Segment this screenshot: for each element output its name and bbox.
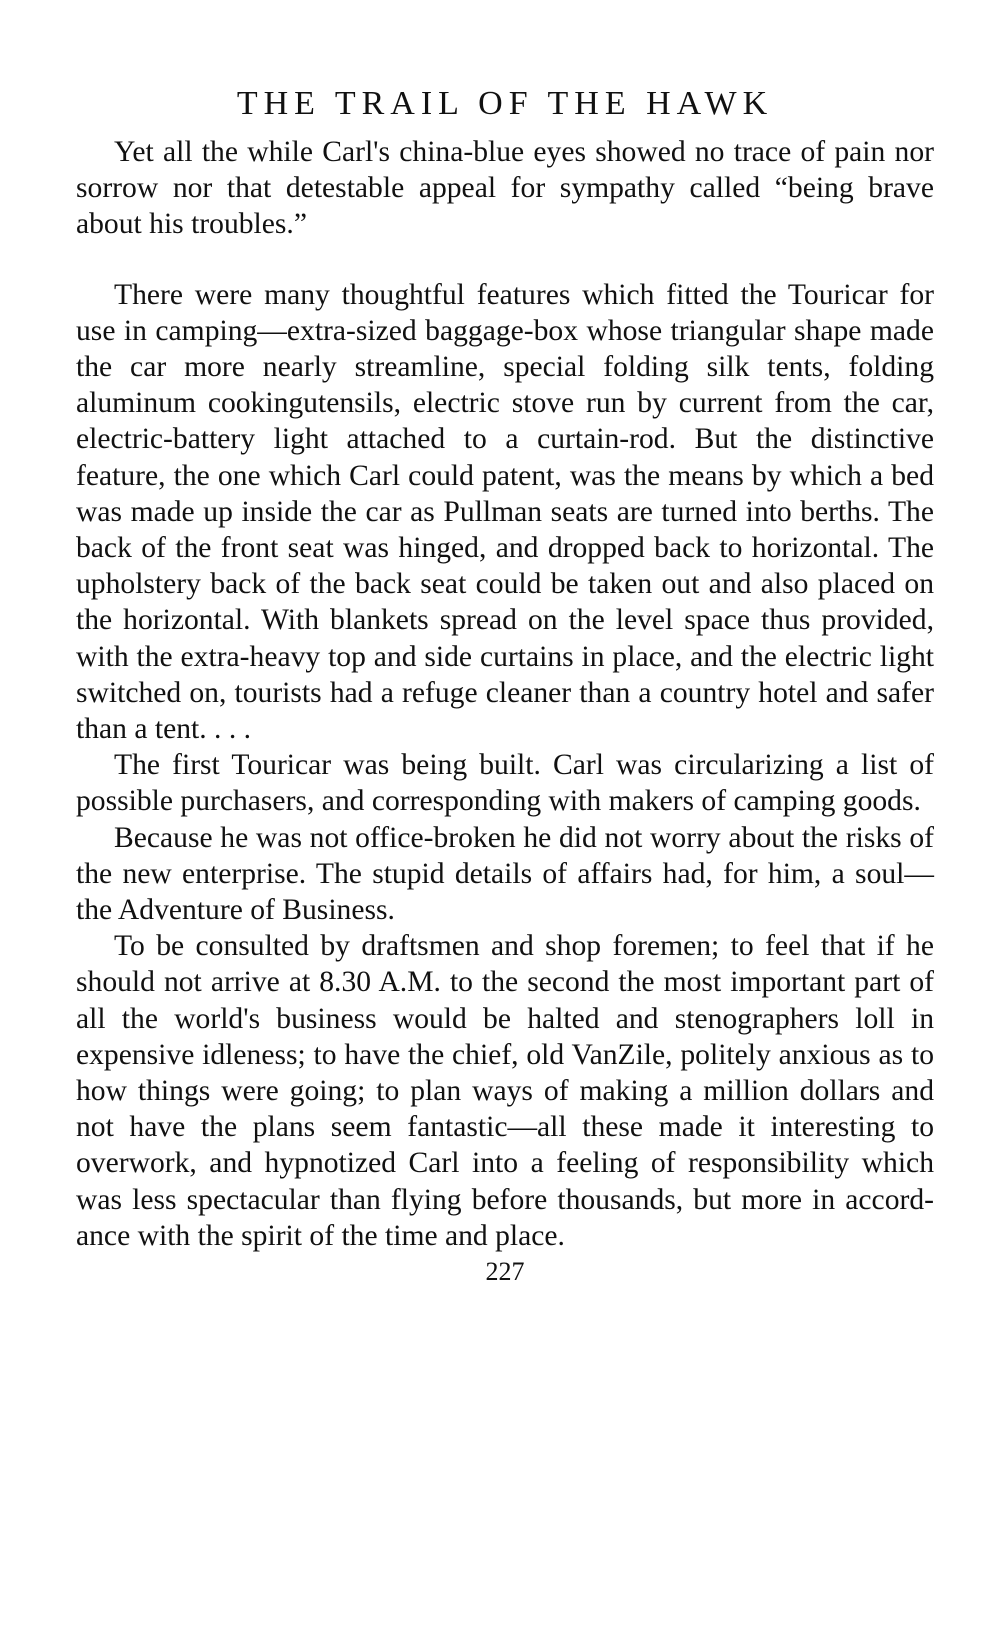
paragraph-3: The first Touricar was being built. Carl was circularizing a list of possible purchasers, and corresponding with makers of camping goods. xyxy=(76,749,934,818)
paragraph-4: Because he was not office-broken he did not worry about the risks of the new enterprise. The stupid details of affairs had, for him, a soul—the Adventure of Business. xyxy=(76,821,934,927)
page-number: 227 xyxy=(485,1257,525,1287)
book-page xyxy=(76,82,934,1288)
paragraph-1: Yet all the while Carl's china-blue eyes showed no trace of pain nor sorrow nor that detestable appeal for sympathy called “being brave about his troubles.” xyxy=(76,136,934,241)
section-break xyxy=(76,243,934,277)
running-head: THE TRAIL OF THE HAWK xyxy=(236,85,774,122)
paragraph-5: To be consulted by draftsmen and shop foremen; to feel that if he should not arrive at 8.30 A.M. to the second the most important part of all the world's business would be halted and stenographers loll in expensive idleness; to have the chief, old VanZile, politely anxious as to how things were going; to plan ways of making a million dollars and not have the plans seem fantastic—all these made it interesting to overwork, and hypnotized Carl into a feeling of responsibility which was less spectacular than flying before thousands, but more in accordance with the spirit of the time and place. xyxy=(76,930,934,1252)
paragraph-2: There were many thoughtful features which fitted the Touricar for use in camping—extra-sized baggage-box whose triangular shape made the car more nearly streamline, special folding silk tents, folding aluminum cookingutensils, electric stove run by current from the car, electric-battery light attached to a curtain-rod. But the distinctive feature, the one which Carl could patent, was the means by which a bed was made up inside the car as Pullman seats are turned into berths. The back of the front seat was hinged, and dropped back to horizontal. The upholstery back of the back seat could be taken out and also placed on the horizontal. With blankets spread on the level space thus provided, with the extra-heavy top and side curtains in place, and the electric light switched on, tourists had a refuge cleaner than a country hotel and safer than a tent. . . . xyxy=(76,278,934,746)
